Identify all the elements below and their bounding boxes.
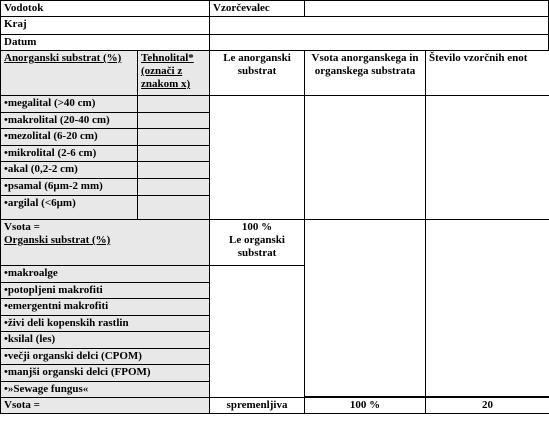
organic-row-label: • emergentni makrofiti <box>0 298 210 316</box>
kraj-label: Kraj <box>0 16 210 35</box>
vzorcevalec-label: Vzorčevalec <box>209 0 305 17</box>
vsota-anorg-org-organic-value[interactable] <box>304 219 426 397</box>
footer-hundred: 100 % <box>304 397 426 414</box>
kraj-field[interactable] <box>209 16 549 35</box>
organic-row-label: • makroalge <box>0 265 210 283</box>
tehnolital-mark-cell[interactable] <box>137 145 210 162</box>
tehnolital-mark-cell[interactable] <box>137 161 210 179</box>
tehnolital-mark-cell[interactable] <box>137 178 210 196</box>
inorganic-row-label: • mezolital (6-20 cm) <box>0 128 138 146</box>
vsota-organski-label <box>0 219 210 266</box>
col-le-anorganski: Le anorganski substrat <box>209 50 305 96</box>
tehnolital-mark-cell[interactable] <box>137 112 210 129</box>
tehnolital-mark-cell[interactable] <box>137 128 210 146</box>
inorganic-row-label: • megalital (>40 cm) <box>0 95 138 113</box>
inorganic-row-label: • psamal (6µm-2 mm) <box>0 178 138 196</box>
organic-row-label: • potopljeni makrofiti <box>0 282 210 299</box>
tehnolital-mark-cell[interactable] <box>137 195 210 220</box>
inorganic-row-label: • mikrolital (2-6 cm) <box>0 145 138 162</box>
stevilo-enot-organic-value[interactable] <box>425 219 549 397</box>
datum-field[interactable] <box>209 34 549 51</box>
le-organski-label: Le organski substrat <box>229 234 285 259</box>
col-stevilo-enot: Število vzorčnih enot <box>425 50 549 96</box>
datum-label: Datum <box>0 34 210 51</box>
vsota-label: Vsota = <box>4 221 40 233</box>
footer-spremenljiva: spremenljiva <box>209 397 305 414</box>
footer-count: 20 <box>425 397 549 414</box>
vodotok-label: Vodotok <box>0 0 210 17</box>
le-organski-value[interactable] <box>209 265 305 398</box>
le-anorganski-value[interactable] <box>209 95 305 220</box>
organic-row-label: • »Sewage fungus« <box>0 381 210 398</box>
organski-label: Organski substrat (%) <box>4 234 111 246</box>
inorganic-row-label: • makrolital (20-40 cm) <box>0 112 138 129</box>
le-organski-header <box>209 219 305 266</box>
stevilo-enot-value[interactable] <box>425 95 549 220</box>
organic-row-label: • ksilal (les) <box>0 331 210 349</box>
hundred-percent: 100 % <box>241 221 273 233</box>
vsota-anorg-org-value[interactable] <box>304 95 426 220</box>
col-tehnolital: Tehnolital* (označi z znakom x) <box>137 50 210 96</box>
col-vsota-anorg-org: Vsota anorganskega in organskega substrata <box>304 50 426 96</box>
organic-row-label: • manjši organski delci (FPOM) <box>0 364 210 382</box>
vzorcevalec-field[interactable] <box>304 0 549 17</box>
tehnolital-mark-cell[interactable] <box>137 95 210 113</box>
organic-row-label: • živi deli kopenskih rastlin <box>0 315 210 332</box>
footer-vsota-label: Vsota = <box>0 397 210 414</box>
inorganic-row-label: • argilal (<6µm) <box>0 195 138 220</box>
inorganic-row-label: • akal (0,2-2 cm) <box>0 161 138 179</box>
organic-row-label: • večji organski delci (CPOM) <box>0 348 210 365</box>
col-anorganski: Anorganski substrat (%) <box>0 50 138 96</box>
